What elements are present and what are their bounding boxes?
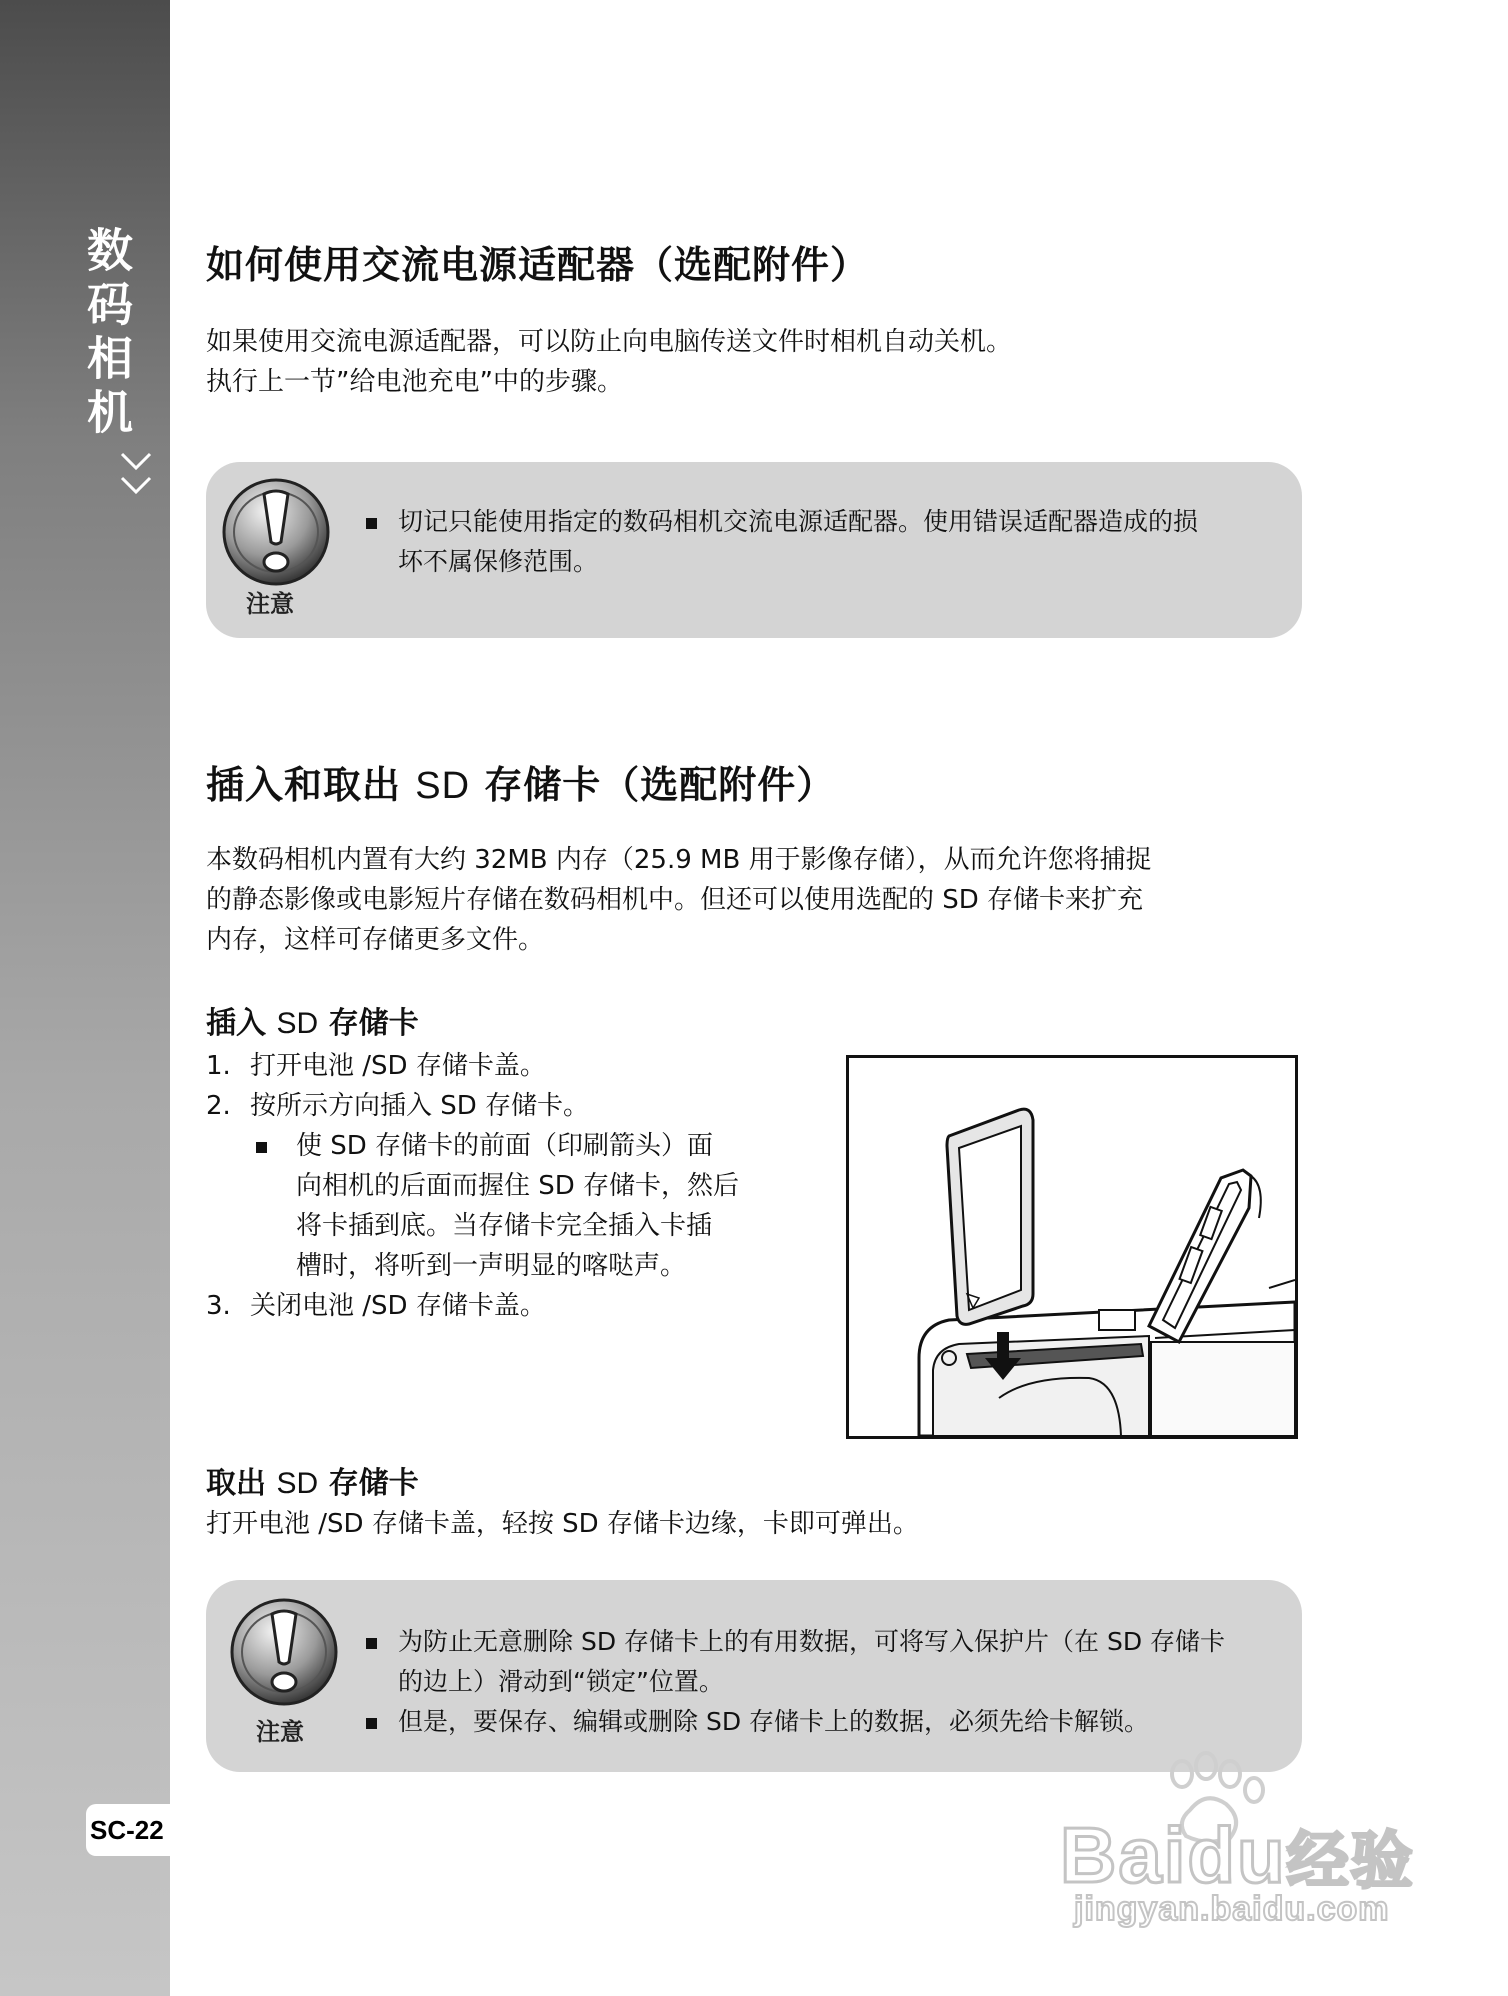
title-part: 存储卡（选配附件） (484, 763, 836, 807)
paragraph-line: 的静态影像或电影短片存储在数码相机中。但还可以使用选配的 SD 存储卡来扩充 (206, 885, 1144, 915)
paragraph-line: 打开电池 /SD 存储卡盖，轻按 SD 存储卡边缘，卡即可弹出。 (206, 1509, 919, 1539)
section2-paragraph (206, 840, 1152, 960)
insert-steps (206, 1046, 739, 1326)
watermark-brand: Baidu (1060, 1811, 1287, 1899)
note-label: 注意 (256, 1718, 304, 1746)
note-item (364, 1622, 1225, 1702)
sidebar-title: 数码相机 (80, 226, 134, 442)
heading-part: 插入 (206, 1006, 266, 1041)
subheading-insert-sd (206, 998, 419, 1042)
watermark-brand-cn: 经验 (1286, 1827, 1415, 1896)
note-list (364, 1622, 1225, 1742)
sd-card-insert-illustration (846, 1055, 1298, 1439)
note-item (364, 502, 1198, 582)
page-number: SC-22 (86, 1804, 180, 1856)
paragraph-line: 如果使用交流电源适配器，可以防止向电脑传送文件时相机自动关机。 (206, 327, 1013, 357)
paragraph-line: 内存，这样可存储更多文件。 (206, 925, 545, 955)
note-line: 为防止无意删除 SD 存储卡上的有用数据，可将写入保护片（在 SD 存储卡 (398, 1627, 1226, 1656)
note-line: 坏不属保修范围。 (398, 547, 599, 576)
sub-line: 向相机的后面而握住 SD 存储卡，然后 (296, 1171, 740, 1201)
sub-line: 将卡插到底。当存储卡完全插入卡插 (296, 1211, 713, 1241)
sub-item (206, 1126, 739, 1286)
step-number: 3. (206, 1291, 231, 1321)
sub-line: 使 SD 存储卡的前面（印刷箭头）面 (296, 1131, 714, 1161)
paragraph-line: 本数码相机内置有大约 32MB 内存（25.9 MB 用于影像存储），从而允许您将捕捉 (206, 845, 1152, 875)
double-chevron-down-icon (118, 448, 154, 504)
heading-part: 存储卡 (328, 1006, 419, 1041)
title-part: 插入和取出 (206, 763, 402, 807)
paragraph-line: 执行上一节”给电池充电”中的步骤。 (206, 367, 623, 397)
step-number: 1. (206, 1051, 231, 1081)
section-title-ac-adapter: 如何使用交流电源适配器（选配附件） (206, 243, 870, 287)
warning-icon (220, 476, 332, 588)
heading-part: 取出 (206, 1466, 266, 1501)
note-line: 的边上）滑动到“锁定”位置。 (398, 1667, 724, 1696)
note-list (364, 502, 1198, 582)
step-text: 打开电池 /SD 存储卡盖。 (250, 1051, 546, 1081)
baidu-jingyan-watermark (1040, 1750, 1440, 1930)
sub-line: 槽时，将听到一声明显的喀哒声。 (296, 1251, 687, 1281)
section1-paragraph (206, 322, 1012, 402)
heading-part: SD (276, 1007, 319, 1040)
note-box (206, 462, 1302, 638)
heading-part: SD (276, 1467, 319, 1500)
step-text: 关闭电池 /SD 存储卡盖。 (250, 1291, 546, 1321)
step-text: 按所示方向插入 SD 存储卡。 (250, 1091, 590, 1121)
note-item (364, 1702, 1225, 1742)
camera-sd-slot-drawing (849, 1058, 1295, 1436)
step-number: 2. (206, 1091, 231, 1121)
note-line: 切记只能使用指定的数码相机交流电源适配器。使用错误适配器造成的损 (398, 507, 1199, 536)
note-box (206, 1580, 1302, 1772)
section-title-sd-card (206, 754, 835, 809)
warning-icon (228, 1596, 340, 1708)
step-item (206, 1046, 739, 1086)
watermark-url: jingyan.baidu.com (1074, 1890, 1390, 1928)
step-item (206, 1086, 739, 1286)
heading-part: 存储卡 (328, 1466, 419, 1501)
remove-instruction (206, 1504, 919, 1544)
note-label: 注意 (246, 590, 294, 618)
note-line: 但是，要保存、编辑或删除 SD 存储卡上的数据，必须先给卡解锁。 (398, 1707, 1150, 1736)
subheading-remove-sd (206, 1458, 419, 1502)
sub-list (206, 1126, 739, 1286)
sidebar (0, 0, 170, 1996)
title-part: SD (415, 765, 471, 807)
step-item (206, 1286, 739, 1326)
